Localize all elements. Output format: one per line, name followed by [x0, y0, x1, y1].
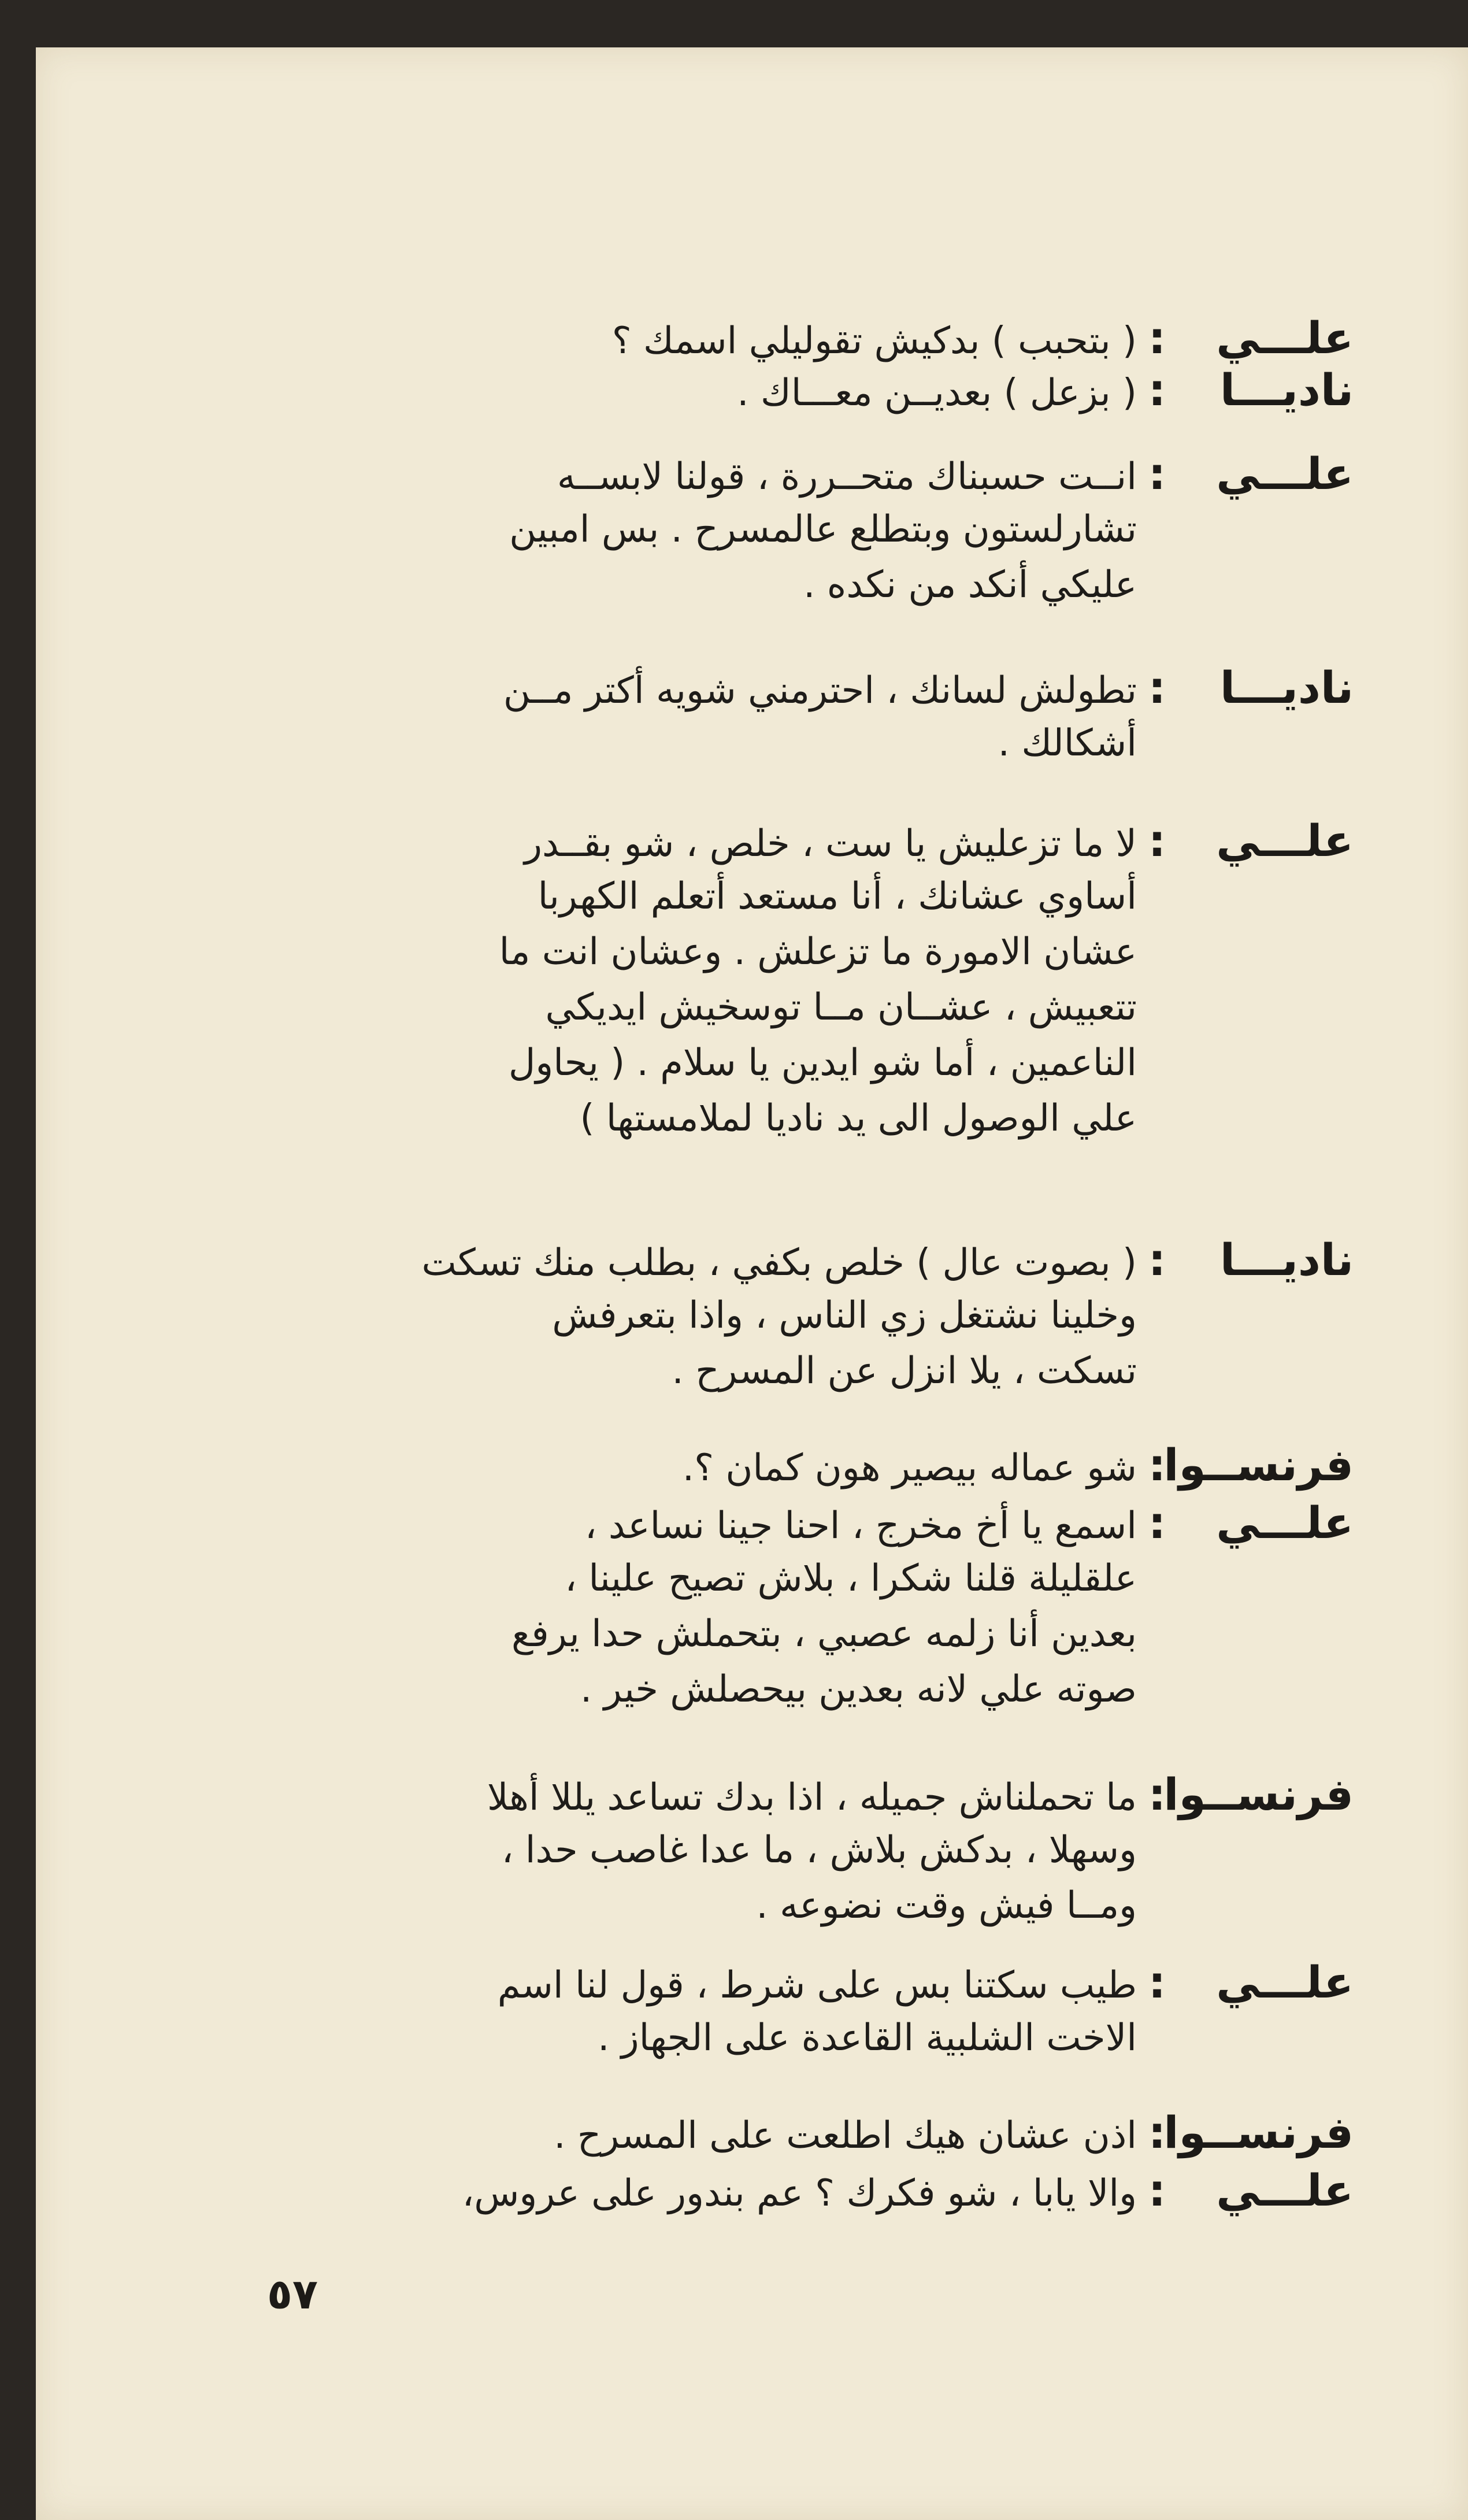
dialogue-entry — [244, 2105, 1354, 2160]
colon-separator: : — [1148, 448, 1166, 499]
dialogue-line — [244, 924, 1354, 980]
dialogue-text: ( بتحبب ) بدكيش تقوليلي اسمك ؟ — [611, 320, 1137, 362]
speaker-name: علـــي — [1216, 1956, 1354, 2008]
dialogue-text: طيب سكتنا بس على شرط ، قول لنا اسم — [497, 1964, 1137, 2007]
dialogue-entry — [244, 1232, 1354, 1399]
speaker-name: علـــي — [1216, 1497, 1354, 1548]
dialogue-text: تطولش لسانك ، احترمني شويه أكتر مــن — [503, 669, 1137, 712]
dialogue-line — [244, 1343, 1354, 1399]
dialogue-entry — [244, 1767, 1354, 1933]
colon-separator: : — [1148, 815, 1166, 866]
dialogue-line — [244, 1955, 1354, 2010]
speaker-name: علـــي — [1216, 448, 1354, 499]
dialogue-text: عشان الامورة ما تزعلش . وعشان انت ما — [499, 931, 1137, 973]
dialogue-entry — [244, 813, 1354, 1146]
dialogue-line — [244, 1606, 1354, 1662]
speaker-name: علـــي — [1216, 815, 1354, 866]
speaker-name: ناديـــا — [1219, 1234, 1354, 1285]
colon-separator: : — [1148, 1234, 1166, 1285]
colon-separator: : — [1148, 2165, 1166, 2216]
dialogue-line — [244, 1232, 1354, 1288]
dialogue-entry — [244, 1437, 1354, 1493]
dialogue-line — [244, 1822, 1354, 1878]
dialogue-text: ( بزعل ) بعديــن معـــاك . — [737, 372, 1137, 414]
dialogue-text: الاخت الشلبية القاعدة على الجهاز . — [598, 2017, 1137, 2059]
dialogue-line — [244, 1288, 1354, 1343]
dialogue-entry — [244, 362, 1354, 418]
dialogue-text: علقليلة قلنا شكرا ، بلاش تصيح علينا ، — [565, 1557, 1137, 1600]
dialogue-text: وسهلا ، بدكش بلاش ، ما عدا غاصب حدا ، — [501, 1829, 1137, 1872]
dialogue-line — [244, 660, 1354, 716]
dialogue-text: ( بصوت عال ) خلص بكفي ، بطلب منك تسكت — [421, 1242, 1137, 1284]
colon-separator: : — [1148, 1439, 1166, 1491]
dialogue-text: الناعمين ، أما شو ايدين يا سلام . ( يحاول — [508, 1042, 1137, 1084]
dialogue-text: صوته علي لانه بعدين بيحصلش خير . — [580, 1668, 1137, 1711]
dialogue-line — [244, 980, 1354, 1035]
colon-separator: : — [1148, 364, 1166, 416]
colon-separator: : — [1148, 662, 1166, 713]
dialogue-text: اسمع يا أخ مخرج ، احنا جينا نساعد ، — [584, 1504, 1137, 1547]
dialogue-line — [244, 1437, 1354, 1493]
dialogue-text: ما تحملناش جميله ، اذا بدك تساعد يللا أهلا — [487, 1776, 1137, 1819]
speaker-name: فرنســوا — [1163, 1439, 1354, 1491]
dialogue-text: أشكالك . — [998, 722, 1137, 765]
dialogue-text: ومــا فيش وقت نضوعه . — [756, 1884, 1137, 1927]
dialogue-entry — [244, 310, 1354, 366]
dialogue-line — [244, 813, 1354, 869]
dialogue-line — [244, 2105, 1354, 2160]
dialogue-text: تسكت ، يلا انزل عن المسرح . — [672, 1350, 1137, 1392]
speaker-name: ناديـــا — [1219, 662, 1354, 713]
speaker-name: علـــي — [1216, 312, 1354, 364]
dialogue-text: تشارلستون وبتطلع عالمسرح . بس امبين — [509, 508, 1137, 551]
dialogue-text: شو عماله بيصير هون كمان ؟. — [682, 1447, 1137, 1489]
dialogue-text: عليكي أنكد من نكده . — [803, 564, 1137, 606]
page-number: ٥٧ — [267, 2270, 318, 2318]
dialogue-line — [244, 2010, 1354, 2066]
colon-separator: : — [1148, 1497, 1166, 1548]
dialogue-line — [244, 557, 1354, 613]
dialogue-line — [244, 1878, 1354, 1933]
dialogue-line — [244, 1495, 1354, 1551]
colon-separator: : — [1148, 1769, 1166, 1820]
dialogue-text: لا ما تزعليش يا ست ، خلص ، شو بقــدر — [524, 822, 1137, 865]
colon-separator: : — [1148, 2107, 1166, 2158]
dialogue-line — [244, 502, 1354, 557]
dialogue-entry — [244, 660, 1354, 771]
dialogue-entry — [244, 1495, 1354, 1717]
dialogue-line — [244, 716, 1354, 771]
dialogue-entry — [244, 1955, 1354, 2066]
dialogue-text: تتعبيش ، عشــان مــا توسخيش ايديكي — [545, 986, 1137, 1029]
dialogue-text: بعدين أنا زلمه عصبي ، بتحملش حدا يرفع — [511, 1613, 1137, 1655]
dialogue-line — [244, 869, 1354, 924]
dialogue-line — [244, 1035, 1354, 1091]
dialogue-line — [244, 1662, 1354, 1717]
dialogue-text: اذن عشان هيك اطلعت على المسرح . — [554, 2114, 1137, 2157]
book-page — [36, 47, 1468, 2520]
dialogue-line — [244, 1091, 1354, 1146]
dialogue-text: انــت حسبناك متحــررة ، قولنا لابســه — [557, 455, 1137, 498]
dialogue-line — [244, 310, 1354, 366]
dialogue-text: والا يابا ، شو فكرك ؟ عم بندور على عروس، — [462, 2172, 1137, 2215]
dialogue-text: وخلينا نشتغل زي الناس ، واذا بتعرفش — [552, 1294, 1137, 1337]
speaker-name: علـــي — [1216, 2165, 1354, 2216]
dialogue-line — [244, 362, 1354, 418]
colon-separator: : — [1148, 1956, 1166, 2008]
dialogue-entry — [244, 2163, 1354, 2218]
speaker-name: فرنســوا — [1163, 2107, 1354, 2158]
dialogue-entry — [244, 446, 1354, 613]
dialogue-line — [244, 1551, 1354, 1606]
dialogue-line — [244, 1767, 1354, 1822]
speaker-name: فرنســوا — [1163, 1769, 1354, 1820]
colon-separator: : — [1148, 312, 1166, 364]
dialogue-text: علي الوصول الى يد ناديا لملامستها ) — [580, 1097, 1137, 1140]
dialogue-line — [244, 446, 1354, 502]
dialogue-line — [244, 2163, 1354, 2218]
speaker-name: ناديـــا — [1219, 364, 1354, 416]
dialogue-text: أساوي عشانك ، أنا مستعد أتعلم الكهربا — [537, 875, 1137, 918]
